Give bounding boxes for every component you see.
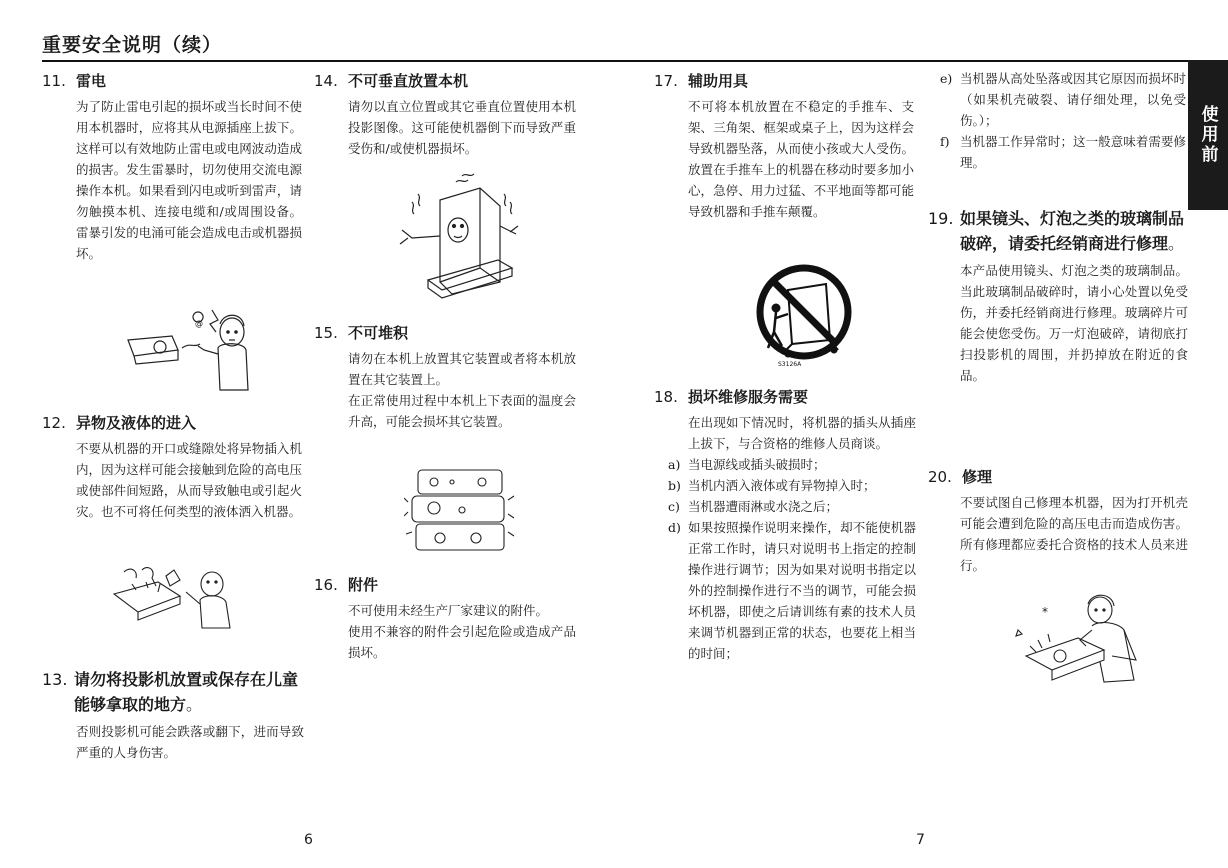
section-14 [314, 70, 576, 159]
section-19-body: 本产品使用镜头、灯泡之类的玻璃制品。当此玻璃制品破碎时，请小心处置以免受伤，并委托经销商进行修理。玻璃碎片可能会使您受伤。万一灯泡破碎，请彻底打扫投影机的周围，并扔掉放在附近的食品。 [960, 263, 1188, 383]
section-17 [654, 70, 914, 222]
section-15-body: 请勿在本机上放置其它装置或者将本机放置在其它装置上。 [348, 351, 576, 387]
section-20-body: 不要试图自己修理本机器，因为打开机壳可能会遭到危险的高压电击而造成伤害。所有修理都应委托合资格的技术人员来进行。 [960, 495, 1188, 573]
stacking-illustration [404, 462, 516, 562]
section-16-body: 不可使用未经生产厂家建议的附件。 [348, 603, 549, 618]
section-15-body-2: 在正常使用过程中本机上下表面的温度会升高，可能会损坏其它装置。 [348, 393, 576, 429]
section-14-body: 请勿以直立位置或其它垂直位置使用本机投影图像。这可能使机器倒下而导致严重受伤和/或使机器损坏。 [348, 99, 576, 156]
list-item: b) 当机内洒入液体或有异物掉入时； [668, 478, 876, 493]
side-tab [1188, 60, 1228, 210]
page-title: 重要安全说明（续） [42, 34, 223, 56]
section-18-list-continued [940, 68, 1186, 173]
section-20-title: 20. 修理 [928, 468, 993, 486]
list-item: d) 如果按照操作说明来操作，却不能使机器正常工作时，请只对说明书上指定的控制操作进行调节；因为如果对说明书指定以外的控制操作进行不当的调节，可能会损坏机器，即使之后请训练有素的技术人员来调节机器到正常的状态，也要花上相当的时间； [668, 520, 916, 661]
section-16 [314, 574, 576, 663]
section-15-title: 15. 不可堆积 [314, 324, 409, 342]
page-number-left: 6 [304, 832, 313, 848]
section-12-body: 不要从机器的开口或缝隙处将异物插入机内，因为这样可能会接触到危险的高电压或使部件间短路，从而导致触电或引起火灾。也不可将任何类型的液体洒入机器。 [76, 441, 302, 519]
section-20 [928, 466, 1188, 576]
list-item: e) 当机器从高处坠落或因其它原因而损坏时（如果机壳破裂、请仔细处理，以免受伤。）； [940, 71, 1186, 128]
section-18-body: 在出现如下情况时，将机器的插头从插座上拔下，与合资格的维修人员商谈。 [688, 415, 916, 451]
section-12-title: 12. 异物及液体的进入 [42, 414, 197, 432]
section-11 [42, 70, 302, 264]
repair-illustration [1008, 590, 1148, 690]
section-16-body-2: 使用不兼容的附件会引起危险或造成产品损坏。 [348, 624, 576, 660]
section-17-title: 17. 辅助用具 [654, 72, 749, 90]
section-19-title: 19. 如果镜头、灯泡之类的玻璃制品破碎，请委托经销商进行修理。 [928, 209, 1185, 253]
section-17-body: 不可将本机放置在不稳定的手推车、支架、三角架、框架或桌子上，因为这样会导致机器坠落，从而使小孩或大人受伤。放置在手推车上的机器在移动时要多加小心，急停、用力过猛、不平地面等都可能导致机器和手推车颠覆。 [688, 99, 914, 219]
section-19 [928, 206, 1188, 386]
section-18-continued [928, 68, 1186, 173]
cart-warning-illustration [748, 262, 860, 374]
section-18-list [668, 454, 916, 664]
svg-text:*: * [1042, 605, 1048, 619]
section-13-title: 13. 请勿将投影机放置或保存在儿童能够拿取的地方。 [42, 670, 299, 714]
section-13-body: 否则投影机可能会跌落或翻下，进而导致严重的人身伤害。 [76, 724, 304, 760]
section-13 [42, 667, 304, 763]
section-14-title: 14. 不可垂直放置本机 [314, 72, 469, 90]
section-15 [314, 322, 576, 432]
lightning-illustration [120, 302, 260, 398]
liquid-illustration [108, 560, 238, 634]
title-rule [42, 60, 1188, 62]
section-18 [654, 386, 916, 664]
section-18-title: 18. 损坏维修服务需要 [654, 388, 809, 406]
section-16-title: 16. 附件 [314, 576, 379, 594]
list-item: a) 当电源线或插头破损时； [668, 457, 826, 472]
cart-image-label: S3126A [778, 361, 802, 368]
svg-text:@: @ [195, 319, 203, 328]
vertical-projector-illustration [392, 170, 522, 306]
list-item: f) 当机器工作异常时；这一般意味着需要修理。 [940, 134, 1186, 170]
page-number-right: 7 [916, 832, 925, 848]
side-tab-label: 使用前 [1197, 105, 1218, 165]
section-12 [42, 412, 302, 522]
section-11-body: 为了防止雷电引起的损坏或当长时间不使用本机器时，应将其从电源插座上拔下。这样可以有效地防止雷电或电网波动造成的损害。发生雷暴时，切勿使用交流电源操作本机。如果看到闪电或听到雷声，请勿触摸本机、连接电缆和/或周围设备。雷暴引发的电涌可能会造成电击或机器损坏。 [76, 99, 302, 261]
list-item: c) 当机器遭雨淋或水浇之后； [668, 499, 839, 514]
section-11-title: 11. 雷电 [42, 72, 107, 90]
